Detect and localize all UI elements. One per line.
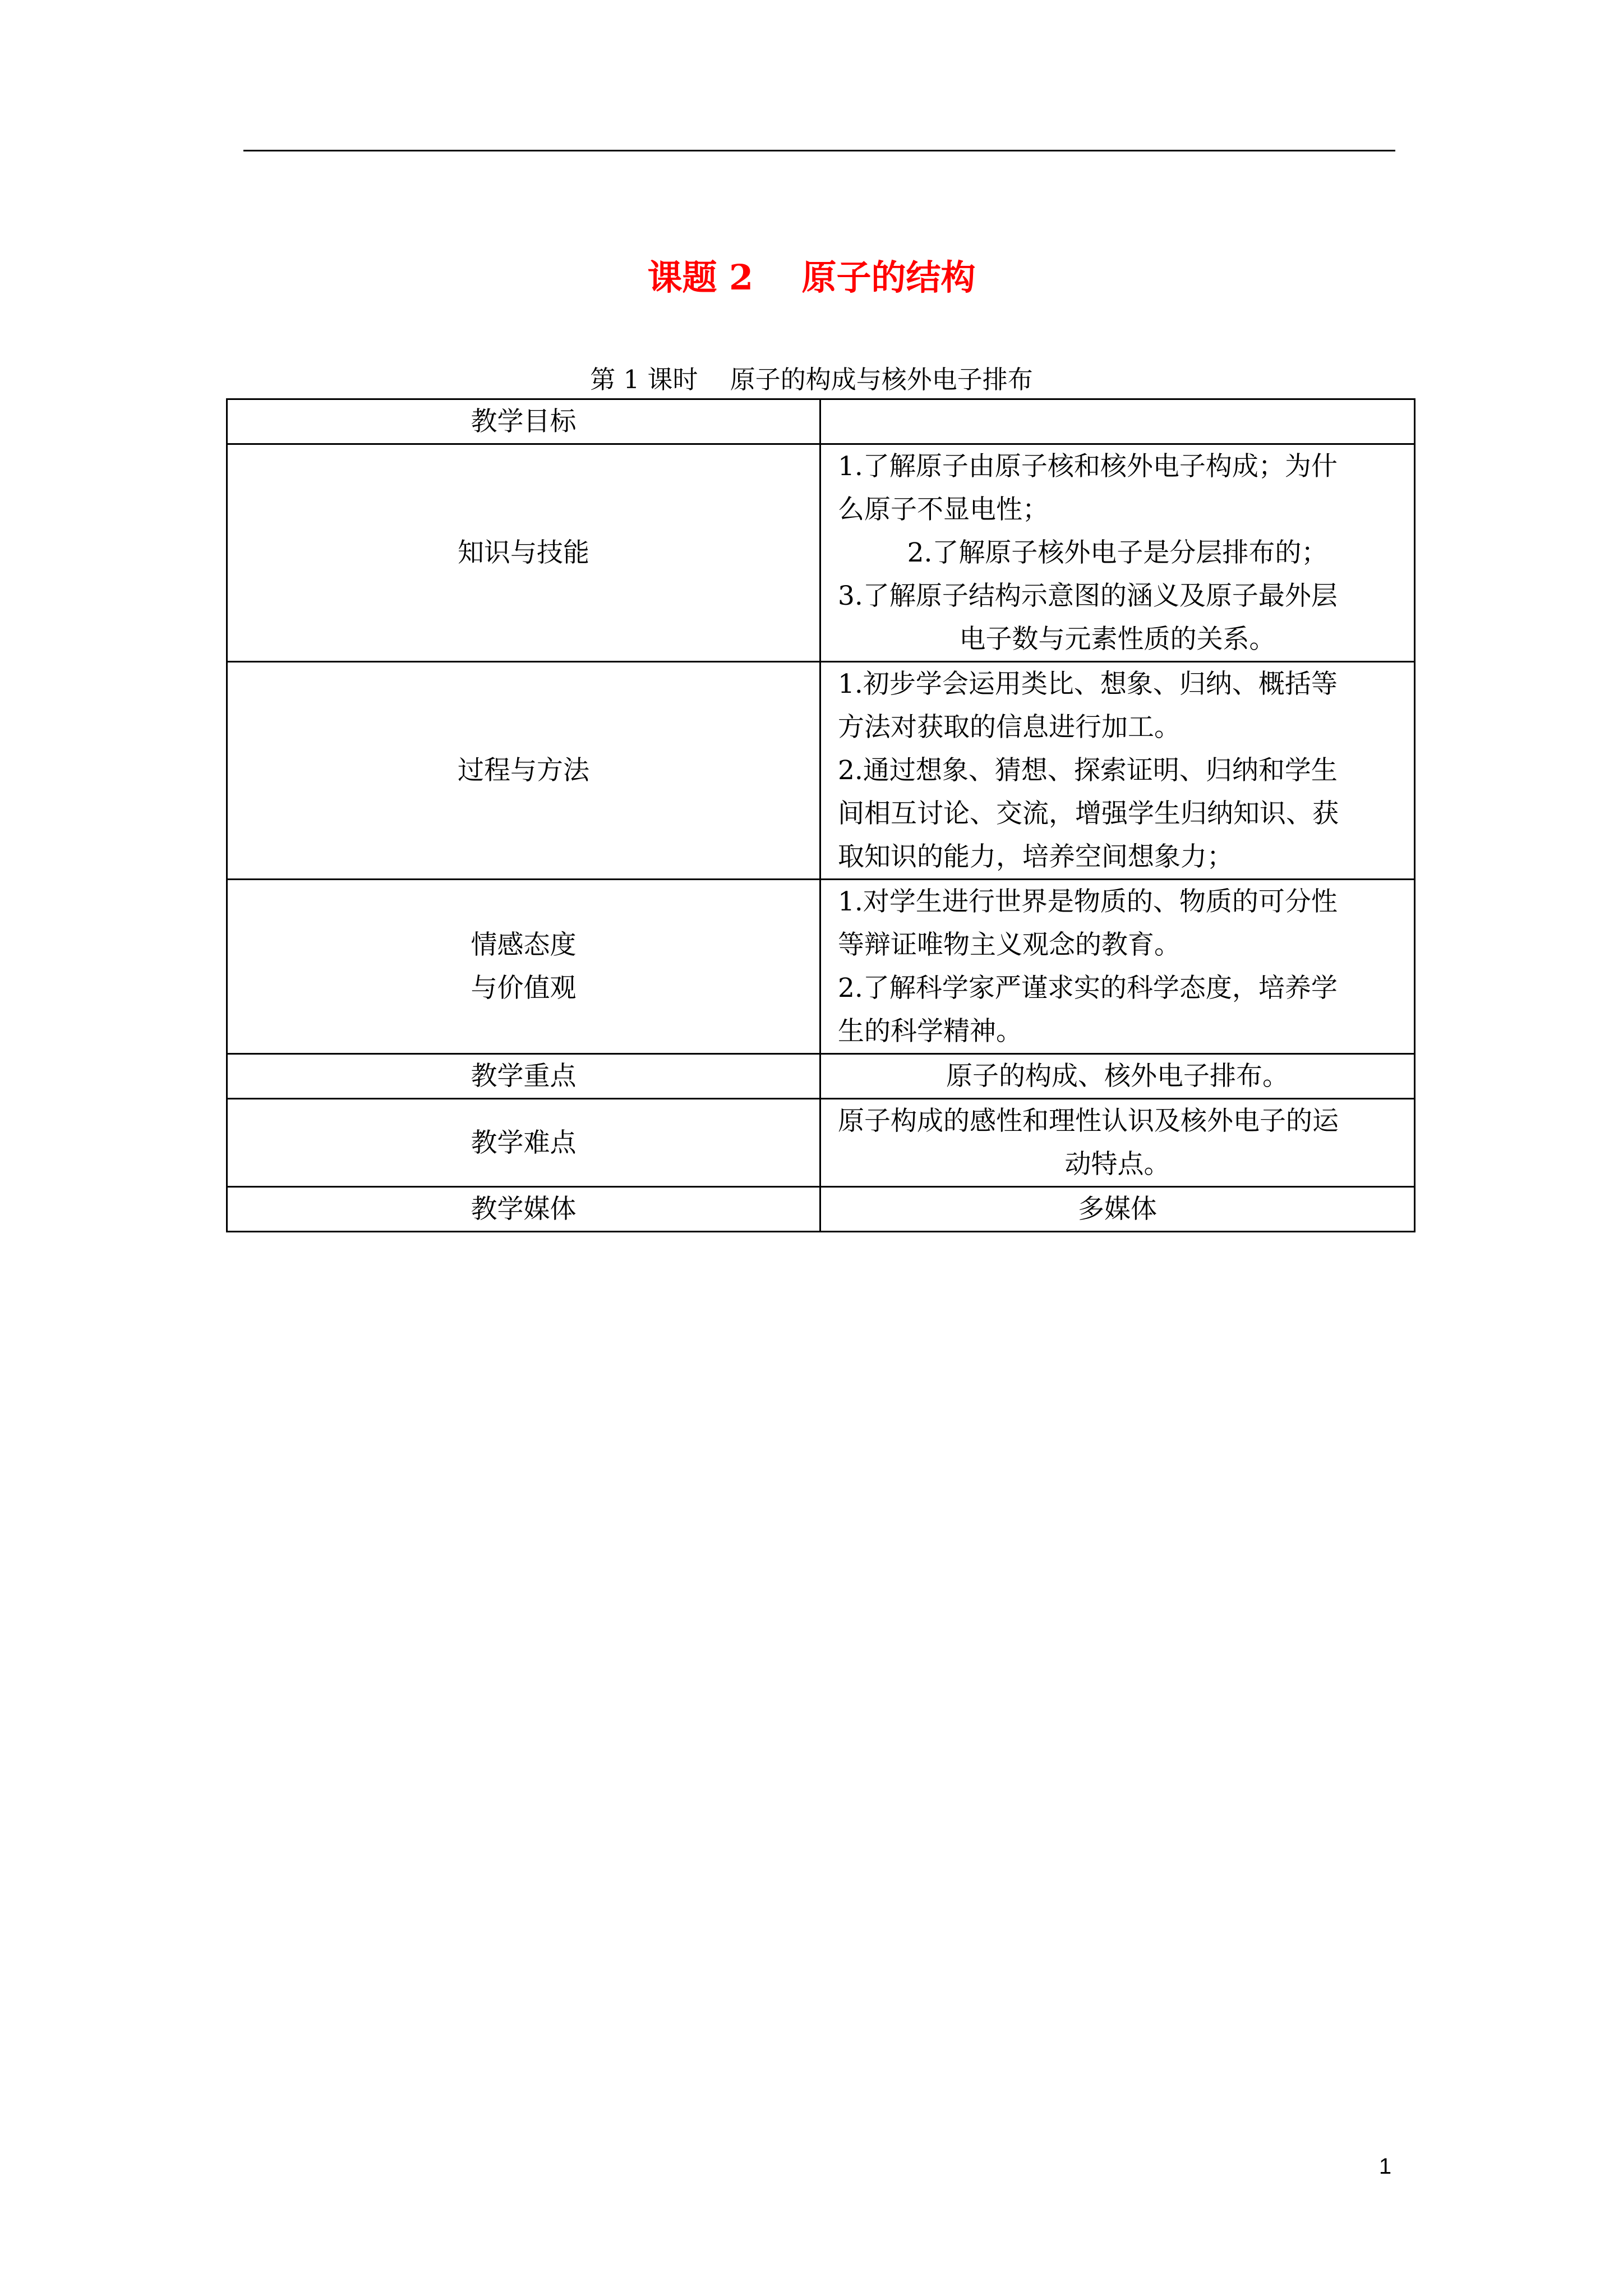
knowledge-line-3: 2.了解原子核外电子是分层排布的； — [907, 537, 1328, 568]
difficulties-content — [820, 1099, 1415, 1187]
table-row-emotion — [227, 880, 1415, 1054]
emotion-label-line-2: 与价值观 — [471, 973, 577, 1004]
objectives-header-value — [820, 399, 1415, 444]
table-row-key-points — [227, 1054, 1415, 1099]
process-line-2: 方法对获取的信息进行加工。 — [838, 712, 1181, 743]
header-rule — [243, 150, 1395, 151]
emotion-line-1: 1.对学生进行世界是物质的、物质的可分性 — [838, 886, 1338, 917]
page-number: 1 — [1378, 2154, 1392, 2179]
knowledge-label: 知识与技能 — [227, 444, 820, 662]
table-row-media — [227, 1187, 1415, 1232]
knowledge-line-4: 3.了解原子结构示意图的涵义及原子最外层 — [838, 581, 1338, 611]
table-row-process — [227, 662, 1415, 880]
difficulties-line-1: 原子构成的感性和理性认识及核外电子的运 — [838, 1106, 1339, 1137]
emotion-line-3: 2.了解科学家严谨求实的科学态度，培养学 — [838, 973, 1338, 1004]
table-row-knowledge — [227, 444, 1415, 662]
process-line-4: 间相互讨论、交流，增强学生归纳知识、获 — [838, 798, 1339, 829]
difficulties-label: 教学难点 — [227, 1099, 820, 1187]
knowledge-line-5: 电子数与元素性质的关系。 — [959, 624, 1276, 655]
process-line-3: 2.通过想象、猜想、探索证明、归纳和学生 — [838, 755, 1338, 786]
process-line-5: 取知识的能力，培养空间想象力； — [838, 841, 1233, 872]
knowledge-line-2: 么原子不显电性； — [838, 494, 1049, 525]
emotion-line-4: 生的科学精神。 — [838, 1016, 1022, 1047]
key-points-label: 教学重点 — [227, 1054, 820, 1099]
difficulties-line-2: 动特点。 — [1064, 1149, 1170, 1180]
table-row-difficulties — [227, 1099, 1415, 1187]
lesson-subtitle: 第 1 课时 原子的构成与核外电子排布 — [590, 365, 1033, 394]
media-value: 多媒体 — [820, 1187, 1415, 1232]
knowledge-content — [820, 444, 1415, 662]
teaching-objectives-table — [226, 398, 1415, 1232]
process-line-1: 1.初步学会运用类比、想象、归纳、概括等 — [838, 669, 1338, 700]
process-content — [820, 662, 1415, 880]
key-points-value: 原子的构成、核外电子排布。 — [820, 1054, 1415, 1099]
emotion-label-line-1: 情感态度 — [471, 930, 577, 960]
table-row-objectives-header — [227, 399, 1415, 444]
knowledge-line-1: 1.了解原子由原子核和核外电子构成；为什 — [838, 451, 1338, 482]
emotion-label — [227, 880, 820, 1054]
emotion-content — [820, 880, 1415, 1054]
page-title: 课题 2 原子的结构 — [647, 257, 976, 298]
objectives-header-label: 教学目标 — [227, 399, 820, 444]
media-label: 教学媒体 — [227, 1187, 820, 1232]
process-label: 过程与方法 — [227, 662, 820, 880]
emotion-line-2: 等辩证唯物主义观念的教育。 — [838, 930, 1181, 960]
